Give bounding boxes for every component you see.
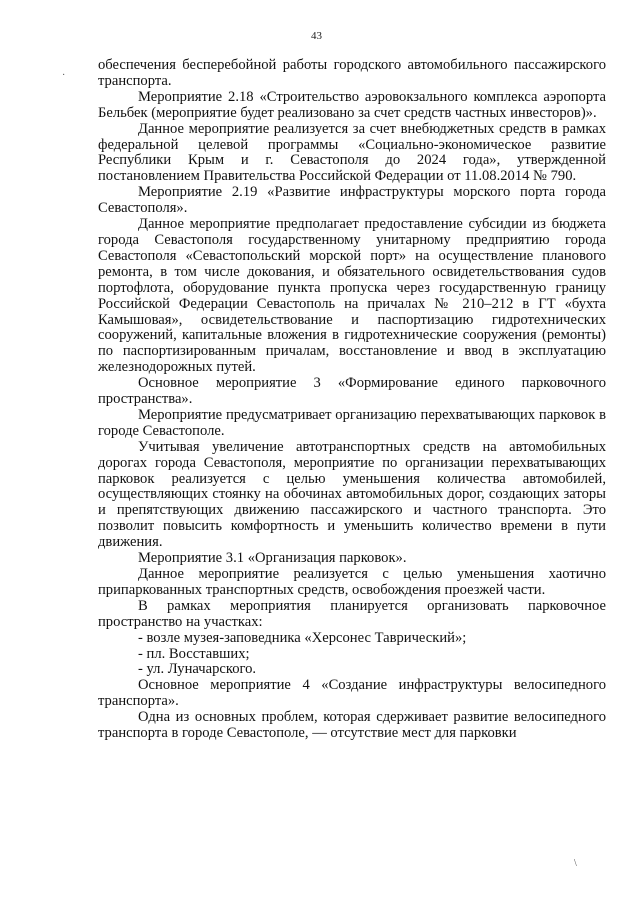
scan-speck-left: · — [62, 70, 66, 81]
paragraph-1: обеспечения бесперебойной работы городского автомобильного пассажирского транспорта. — [98, 57, 606, 89]
list-item-2: - пл. Восставших; — [138, 645, 250, 662]
list-item-3: - ул. Луначарского. — [138, 661, 257, 678]
scan-mark-right: \ — [574, 858, 577, 869]
paragraph-9: Мероприятие 3.1 «Организация парковок». — [138, 550, 407, 567]
body-text — [98, 58, 606, 742]
paragraph-2: Мероприятие 2.18 «Строительство аэровокзального комплекса аэропорта Бельбек (мероприятие будет реализовано за счет средств частных инвесторов)». — [98, 88, 606, 121]
paragraph-7: Мероприятие предусматривает организацию перехватывающих парковок в городе Севастополе. — [98, 406, 606, 439]
paragraph-10: Данное мероприятие реализуется с целью уменьшения хаотично припаркованных транспортных средств, освобождения проезжей части. — [98, 566, 606, 598]
paragraph-4: Мероприятие 2.19 «Развитие инфраструктуры морского порта города Севастополя». — [98, 184, 606, 217]
list-item-1: - возле музея-заповедника «Херсонес Таврический»; — [138, 629, 467, 646]
paragraph-3: Данное мероприятие реализуется за счет внебюджетных средств в рамках федеральной целевой программы «Социально-экономическое развитие Республики Крым и г. Севастополя до 2024 года», утвержденной постановлением Правительства Российской Федерации от 11.08.2014 № 790. — [98, 120, 606, 185]
paragraph-12: Основное мероприятие 4 «Создание инфраструктуры велосипедного транспорта». — [98, 677, 606, 710]
paragraph-13: Одна из основных проблем, которая сдерживает развитие велосипедного транспорта в городе Севастополе, — отсутствие мест для парковки — [98, 709, 606, 742]
paragraph-6: Основное мероприятие 3 «Формирование единого парковочного пространства». — [98, 375, 606, 408]
paragraph-5: Данное мероприятие предполагает предоставление субсидии из бюджета города Севастополя государственному унитарному предприятию города Севастополя «Севастопольский морской порт» на осуществление планового ремонта, в том числе докования, и обязательного освидетельствования судов портофлота, оборудование пункта пропуска через государственную границу Российской Федерации Севастополь на причалах № 210–212 в ГТ «бухта Камышовая», освидетельствование и паспортизацию гидротехнических сооружений, капитальные вложения в гидротехнические сооружения (ремонты) по паспортизированным причалам, восстановление и ввод в эксплуатацию железнодорожных путей. — [98, 216, 606, 376]
page-number: 43 — [311, 30, 322, 42]
paragraph-11: В рамках мероприятия планируется организовать парковочное пространство на участках: — [98, 597, 606, 630]
paragraph-8: Учитывая увеличение автотранспортных средств на автомобильных дорогах города Севастополя, мероприятие по организации перехватывающих парковок реализуется с целью уменьшения количества автомобилей, осуществляющих стоянку на обочинах автомобильных дорог, создающих заторы и препятствующих движению пассажирского и частного транспорта. Это позволит повысить комфортность и уменьшить количество времени в пути движения. — [98, 438, 606, 551]
